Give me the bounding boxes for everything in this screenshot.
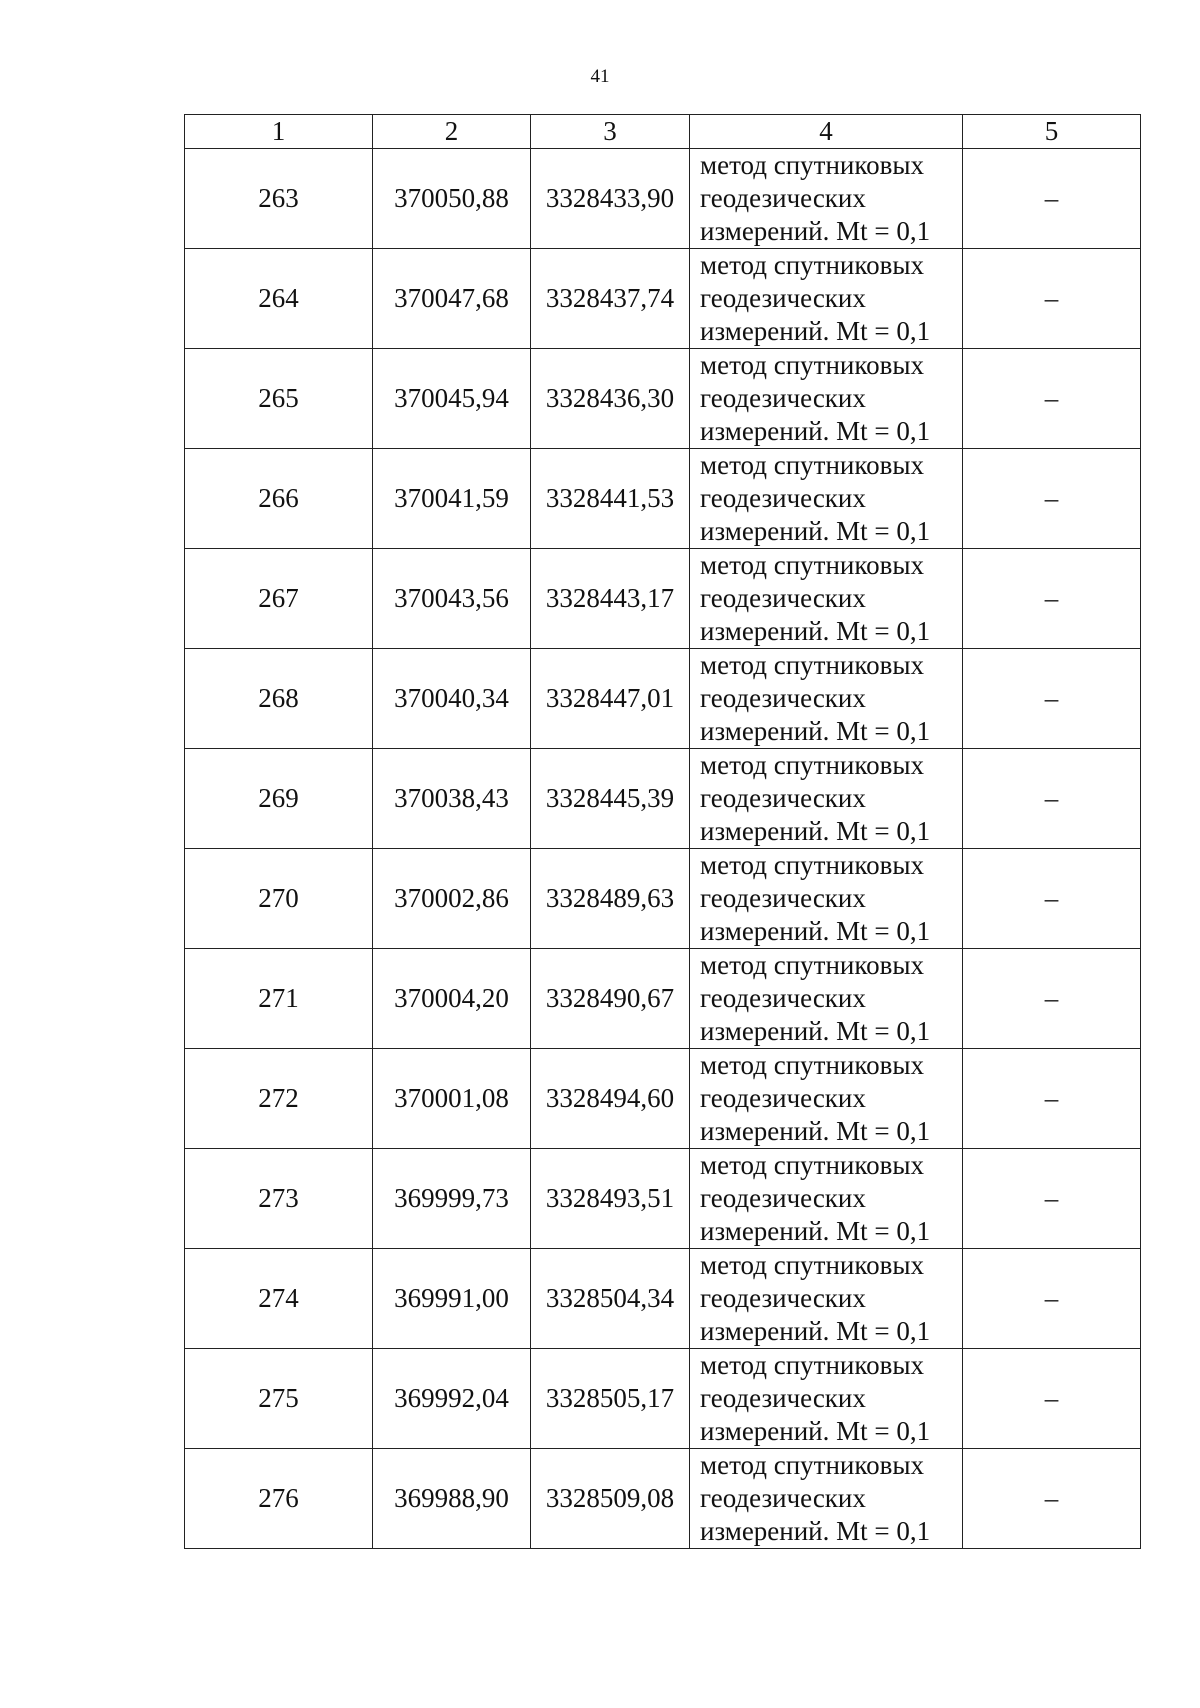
y-coordinate-cell: 3328437,74	[531, 249, 690, 349]
method-text-line: метод спутниковых	[700, 750, 924, 780]
method-text-line: измерений. Mt = 0,1	[700, 1016, 931, 1046]
method-cell	[690, 1349, 963, 1449]
point-number-cell: 274	[185, 1249, 373, 1349]
method-text-line: измерений. Mt = 0,1	[700, 416, 931, 446]
method-text-line: метод спутниковых	[700, 950, 924, 980]
method-cell	[690, 849, 963, 949]
header-col-4: 4	[690, 115, 963, 149]
method-text-line: метод спутниковых	[700, 1050, 924, 1080]
method-text-line: геодезических	[700, 1383, 866, 1413]
y-coordinate-cell: 3328505,17	[531, 1349, 690, 1449]
x-coordinate-cell: 370004,20	[373, 949, 531, 1049]
method-text-line: геодезических	[700, 983, 866, 1013]
y-coordinate-cell: 3328489,63	[531, 849, 690, 949]
method-text-line: метод спутниковых	[700, 250, 924, 280]
table-row	[185, 349, 1141, 449]
method-text-line: метод спутниковых	[700, 1350, 924, 1380]
note-cell: –	[963, 949, 1141, 1049]
method-text-line: геодезических	[700, 183, 866, 213]
note-cell: –	[963, 749, 1141, 849]
x-coordinate-cell: 370002,86	[373, 849, 531, 949]
note-cell: –	[963, 649, 1141, 749]
method-text-line: измерений. Mt = 0,1	[700, 816, 931, 846]
x-coordinate-cell: 370043,56	[373, 549, 531, 649]
method-cell	[690, 1249, 963, 1349]
method-text-line: метод спутниковых	[700, 150, 924, 180]
method-cell	[690, 949, 963, 1049]
method-cell	[690, 249, 963, 349]
x-coordinate-cell: 369999,73	[373, 1149, 531, 1249]
point-number-cell: 266	[185, 449, 373, 549]
y-coordinate-cell: 3328504,34	[531, 1249, 690, 1349]
y-coordinate-cell: 3328490,67	[531, 949, 690, 1049]
method-text-line: метод спутниковых	[700, 350, 924, 380]
table-row	[185, 149, 1141, 249]
method-text-line: геодезических	[700, 1483, 866, 1513]
method-text-line: метод спутниковых	[700, 1150, 924, 1180]
method-cell	[690, 449, 963, 549]
note-cell: –	[963, 849, 1141, 949]
point-number-cell: 268	[185, 649, 373, 749]
method-cell	[690, 1149, 963, 1249]
x-coordinate-cell: 370001,08	[373, 1049, 531, 1149]
method-text-line: измерений. Mt = 0,1	[700, 316, 931, 346]
y-coordinate-cell: 3328509,08	[531, 1449, 690, 1549]
method-cell	[690, 549, 963, 649]
method-text-line: геодезических	[700, 883, 866, 913]
point-number-cell: 265	[185, 349, 373, 449]
method-cell	[690, 149, 963, 249]
table-body	[185, 149, 1141, 1549]
x-coordinate-cell: 369992,04	[373, 1349, 531, 1449]
method-text-line: геодезических	[700, 383, 866, 413]
note-cell: –	[963, 149, 1141, 249]
method-text-line: геодезических	[700, 1283, 866, 1313]
method-text-line: метод спутниковых	[700, 850, 924, 880]
table-row	[185, 449, 1141, 549]
method-text-line: метод спутниковых	[700, 1450, 924, 1480]
note-cell: –	[963, 449, 1141, 549]
point-number-cell: 275	[185, 1349, 373, 1449]
point-number-cell: 272	[185, 1049, 373, 1149]
method-text-line: метод спутниковых	[700, 650, 924, 680]
note-cell: –	[963, 349, 1141, 449]
header-col-3: 3	[531, 115, 690, 149]
table-row	[185, 1249, 1141, 1349]
point-number-cell: 267	[185, 549, 373, 649]
note-cell: –	[963, 1049, 1141, 1149]
method-cell	[690, 349, 963, 449]
x-coordinate-cell: 370038,43	[373, 749, 531, 849]
table-row	[185, 649, 1141, 749]
note-cell: –	[963, 1449, 1141, 1549]
y-coordinate-cell: 3328436,30	[531, 349, 690, 449]
method-text-line: измерений. Mt = 0,1	[700, 516, 931, 546]
header-col-1: 1	[185, 115, 373, 149]
method-cell	[690, 1449, 963, 1549]
method-cell	[690, 1049, 963, 1149]
table-row	[185, 1449, 1141, 1549]
method-text-line: метод спутниковых	[700, 450, 924, 480]
x-coordinate-cell: 369988,90	[373, 1449, 531, 1549]
method-text-line: измерений. Mt = 0,1	[700, 1516, 931, 1546]
x-coordinate-cell: 370040,34	[373, 649, 531, 749]
note-cell: –	[963, 1149, 1141, 1249]
method-text-line: измерений. Mt = 0,1	[700, 716, 931, 746]
y-coordinate-cell: 3328494,60	[531, 1049, 690, 1149]
method-text-line: измерений. Mt = 0,1	[700, 216, 931, 246]
method-text-line: геодезических	[700, 583, 866, 613]
y-coordinate-cell: 3328433,90	[531, 149, 690, 249]
table-row	[185, 949, 1141, 1049]
method-text-line: геодезических	[700, 483, 866, 513]
point-number-cell: 276	[185, 1449, 373, 1549]
point-number-cell: 263	[185, 149, 373, 249]
note-cell: –	[963, 249, 1141, 349]
method-text-line: измерений. Mt = 0,1	[700, 1116, 931, 1146]
point-number-cell: 270	[185, 849, 373, 949]
method-text-line: измерений. Mt = 0,1	[700, 1316, 931, 1346]
method-text-line: измерений. Mt = 0,1	[700, 1216, 931, 1246]
header-col-5: 5	[963, 115, 1141, 149]
method-text-line: геодезических	[700, 1083, 866, 1113]
point-number-cell: 264	[185, 249, 373, 349]
method-text-line: метод спутниковых	[700, 550, 924, 580]
header-row	[185, 115, 1141, 149]
point-number-cell: 273	[185, 1149, 373, 1249]
x-coordinate-cell: 369991,00	[373, 1249, 531, 1349]
y-coordinate-cell: 3328445,39	[531, 749, 690, 849]
point-number-cell: 271	[185, 949, 373, 1049]
method-text-line: геодезических	[700, 1183, 866, 1213]
point-number-cell: 269	[185, 749, 373, 849]
method-text-line: геодезических	[700, 283, 866, 313]
coordinates-table	[184, 114, 1141, 1549]
note-cell: –	[963, 549, 1141, 649]
x-coordinate-cell: 370050,88	[373, 149, 531, 249]
y-coordinate-cell: 3328493,51	[531, 1149, 690, 1249]
header-col-2: 2	[373, 115, 531, 149]
table-header	[185, 115, 1141, 149]
method-text-line: измерений. Mt = 0,1	[700, 1416, 931, 1446]
table-row	[185, 1049, 1141, 1149]
method-text-line: измерений. Mt = 0,1	[700, 916, 931, 946]
table-row	[185, 249, 1141, 349]
page-number: 41	[590, 66, 610, 87]
x-coordinate-cell: 370041,59	[373, 449, 531, 549]
table-row	[185, 1349, 1141, 1449]
table-row	[185, 749, 1141, 849]
x-coordinate-cell: 370045,94	[373, 349, 531, 449]
note-cell: –	[963, 1349, 1141, 1449]
method-text-line: измерений. Mt = 0,1	[700, 616, 931, 646]
table-row	[185, 549, 1141, 649]
y-coordinate-cell: 3328441,53	[531, 449, 690, 549]
note-cell: –	[963, 1249, 1141, 1349]
table-row	[185, 849, 1141, 949]
x-coordinate-cell: 370047,68	[373, 249, 531, 349]
method-text-line: геодезических	[700, 683, 866, 713]
method-text-line: геодезических	[700, 783, 866, 813]
method-text-line: метод спутниковых	[700, 1250, 924, 1280]
y-coordinate-cell: 3328447,01	[531, 649, 690, 749]
table-row	[185, 1149, 1141, 1249]
method-cell	[690, 749, 963, 849]
y-coordinate-cell: 3328443,17	[531, 549, 690, 649]
method-cell	[690, 649, 963, 749]
